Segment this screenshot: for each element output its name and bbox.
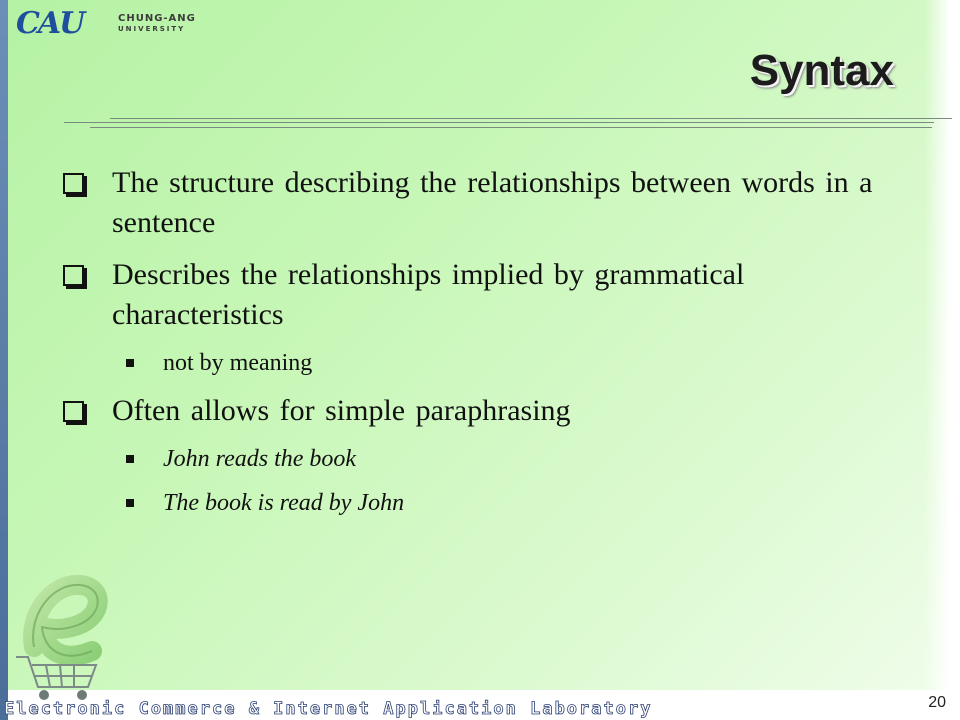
small-square-bullet-icon	[126, 359, 134, 367]
logo-line-2: UNIVERSITY	[118, 25, 186, 33]
logo-university-name	[118, 14, 196, 33]
background-fade-edge	[924, 0, 948, 690]
bullet-item	[60, 255, 890, 335]
left-accent-bar	[0, 0, 8, 720]
sub-bullet-item	[60, 439, 890, 479]
bullet-text: Often allows for simple paraphrasing	[112, 394, 571, 427]
university-logo	[16, 6, 196, 46]
bullet-text: The structure describing the relationships between words in a sentence	[112, 166, 873, 239]
bullet-item	[60, 163, 890, 243]
bullet-text: Describes the relationships implied by grammatical characteristics	[112, 258, 745, 331]
slide-body	[60, 163, 890, 523]
small-square-bullet-icon	[126, 455, 134, 463]
sub-bullet-text: The book is read by John	[163, 490, 405, 516]
sub-bullet-item	[60, 343, 890, 383]
lab-name-footer: Electronic Commerce & Internet Application Laboratory	[4, 699, 653, 719]
square-bullet-icon	[63, 401, 84, 422]
e-shopping-cart-icon	[8, 555, 118, 705]
sub-bullet-item	[60, 483, 890, 523]
square-bullet-icon	[63, 265, 84, 286]
sub-bullet-text: not by meaning	[163, 350, 313, 376]
bullet-item	[60, 391, 890, 431]
logo-line-1: CHUNG-ANG	[118, 13, 196, 24]
logo-mark: CAU	[16, 6, 84, 41]
page-number: 20	[928, 694, 946, 711]
title-divider-line	[110, 118, 952, 119]
slide-title: Syntax	[749, 46, 894, 95]
square-bullet-icon	[63, 173, 84, 194]
title-divider-line	[64, 122, 934, 123]
sub-bullet-text: John reads the book	[163, 446, 357, 472]
small-square-bullet-icon	[126, 499, 134, 507]
title-divider-line	[90, 127, 932, 128]
